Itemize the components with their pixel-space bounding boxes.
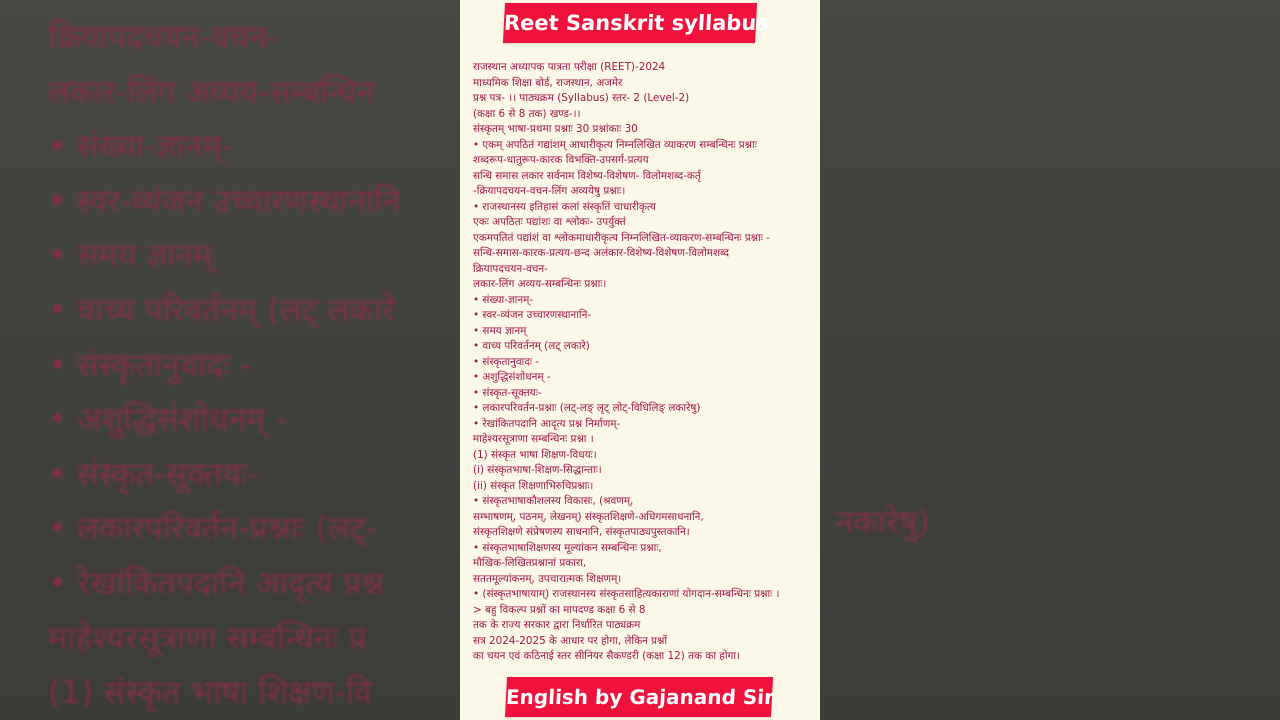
background-line: • संख्या-ज्ञानम्- (48, 127, 234, 166)
syllabus-line: • संस्कृतभाषाकौशलस्य विकासः, (श्रवणम्, (473, 495, 634, 507)
syllabus-line: एकः अपठितः पद्यांशः वा श्लोकः- उपर्युक्तं (473, 216, 626, 228)
background-line: • समय ज्ञानम् (48, 236, 213, 275)
syllabus-line: माध्यमिक शिक्षा बोर्ड, राजस्थान, अजमेर (473, 76, 623, 89)
syllabus-line: लकार-लिंग अव्यय-सम्बन्धिनः प्रश्नाः। (473, 278, 607, 290)
background-line: (1) संस्कृत भाषा शिक्षण-वि (48, 673, 373, 712)
syllabus-page (460, 0, 820, 720)
syllabus-line: • (संस्कृतभाषायाम्) राजस्थानस्य संस्कृतसाहित्यकाराणां योगदान-सम्बन्धिनः प्रश्नाः । (473, 588, 780, 600)
background-line: • संस्कृतानुवादः - (48, 345, 252, 384)
syllabus-line: संस्कृतशिक्षणे संप्रेषणस्य साधनानि, संस्कृतपाठ्यपुस्तकानि। (473, 526, 690, 538)
syllabus-line: मौखिक-लिखितप्रश्नानां प्रकारा, (473, 557, 587, 569)
syllabus-line: तक के राज्य सरकार द्वारा निर्धारित पाठ्यक्रम (473, 619, 641, 631)
syllabus-line: • रेखांकितपदानि आदृत्य प्रश्न निर्माणम्- (473, 417, 621, 430)
background-line: • स्वर-व्यंजन उच्चारणस्थानानि (48, 181, 401, 220)
background-line: • संस्कृत-सूक्तयः- (48, 454, 260, 493)
syllabus-line: > बहु विकल्प प्रश्नों का मापदण्ड कक्षा 6 से 8 (473, 603, 646, 616)
background-line: लकार-लिंग अव्यय-सम्बन्धिन (48, 72, 375, 111)
syllabus-line: • स्वर-व्यंजन उच्चारणस्थानानि- (473, 309, 592, 321)
background-line: • लकारपरिवर्तन-प्रश्नाः (लट्- (48, 509, 378, 548)
syllabus-line: सन्धि समास लकार सर्वनाम विशेष्य-विशेषण- विलोमशब्द-कर्तृ (473, 169, 701, 182)
syllabus-line: सन्धि-समास-कारक-प्रत्यय-छन्द अलंकार-विशेष्य-विशेषण-विलोमशब्द (473, 247, 730, 259)
syllabus-line: सम्भाषणम्, पठनम्, लेखनम्) संस्कृतशिक्षणे-अधिगमसाधनानि, (473, 510, 704, 523)
syllabus-line: (ii) संस्कृत शिक्षणाभिरुचिप्रश्नाः। (473, 479, 594, 492)
background-line: • रेखांकितपदानि आदृत्य प्रश्न (48, 563, 384, 602)
syllabus-line: • समय ज्ञानम् (473, 324, 527, 337)
background-line: • वाच्य परिवर्तनम् (लट् लकारे (48, 290, 396, 329)
syllabus-line: • संस्कृतभाषाशिक्षणस्य मूल्यांकन सम्बन्धिनः प्रश्नाः, (473, 541, 662, 554)
syllabus-line: • संस्कृतानुवादः - (473, 355, 539, 368)
syllabus-line: • लकारपरिवर्तन-प्रश्नाः (लट्-लङ् लृट् लोट्-विधिलिङ् लकारेषु) (473, 402, 701, 414)
syllabus-line: • संस्कृत-सूक्तयः- (473, 386, 542, 399)
syllabus-line: माहेश्यरसूत्राणा सम्बन्धिनः प्रश्ना । (473, 433, 594, 445)
syllabus-line: -क्रियापदचयन-वचन-लिंग अव्ययेषु प्रश्नाः। (473, 185, 626, 197)
syllabus-line: (i) संस्कृतभाषा-शिक्षण-सिद्धान्ताः। (473, 464, 602, 476)
title-banner: Reet Sanskrit syllabus (503, 3, 757, 43)
syllabus-line: संस्कृतम् भाषा-प्रथमा प्रश्नाः 30 प्रश्नांकाः 30 (473, 123, 638, 135)
syllabus-line: (कक्षा 6 से 8 तक) खण्ड-।। (473, 107, 581, 120)
syllabus-line: शब्दरूप-धातुरूप-कारक विभक्ति-उपसर्ग-प्रत्यय (473, 154, 649, 166)
background-line: • अशुद्धिसंशोधनम् - (48, 400, 288, 439)
syllabus-line: प्रश्न पत्र- ।। पाठ्यक्रम (Syllabus) स्तर- 2 (Level-2) (473, 92, 690, 104)
syllabus-line: • वाच्य परिवर्तनम् (लट् लकारे) (473, 340, 590, 352)
background-text-fragment: नकारेषु) (835, 503, 930, 541)
syllabus-line: एकमपतितं पद्यांशं वा श्लोकमाधारीकृत्य निम्नलिखित-व्याकरण-सम्बन्धिनः प्रश्नाः - (473, 231, 770, 244)
background-line: क्रियापदचयन-वचन- (48, 18, 279, 56)
background-line: माहेश्यरसूत्राणा सम्बन्धिनः प्र (48, 618, 367, 657)
syllabus-line: • संख्या-ज्ञानम्- (473, 293, 534, 306)
syllabus-line: क्रियापदचयन-वचन- (473, 262, 548, 275)
syllabus-line: सततमूल्यांकनम्, उपचारात्मक शिक्षणम्। (473, 572, 622, 585)
syllabus-line: सत्र 2024-2025 के आधार पर होगा, लेकिन प्रश्नों (473, 634, 668, 647)
syllabus-line: • राजस्थानस्य इतिहासं कलां संस्कृतिं चाधारीकृत्य (473, 200, 656, 213)
syllabus-line: (1) संस्कृत भाषा शिक्षण-विधयः। (473, 448, 597, 461)
syllabus-line: • एकम् अपठितं गद्यांशम् आधारीकृत्य निम्नलिखित व्याकरण सम्बन्धिनः प्रश्नाः (473, 138, 757, 151)
syllabus-line: राजस्थान अध्यापक पात्रता परीक्षा (REET)-2024 (473, 61, 666, 73)
syllabus-text (473, 60, 815, 665)
syllabus-line: • अशुद्धिसंशोधनम् - (473, 371, 551, 383)
syllabus-line: का चयन एवं कठिनाई स्तर सीनियर सैकण्डरी (कक्षा 12) तक का होगा। (473, 650, 740, 662)
credit-banner: English by Gajanand Sir (505, 677, 773, 717)
